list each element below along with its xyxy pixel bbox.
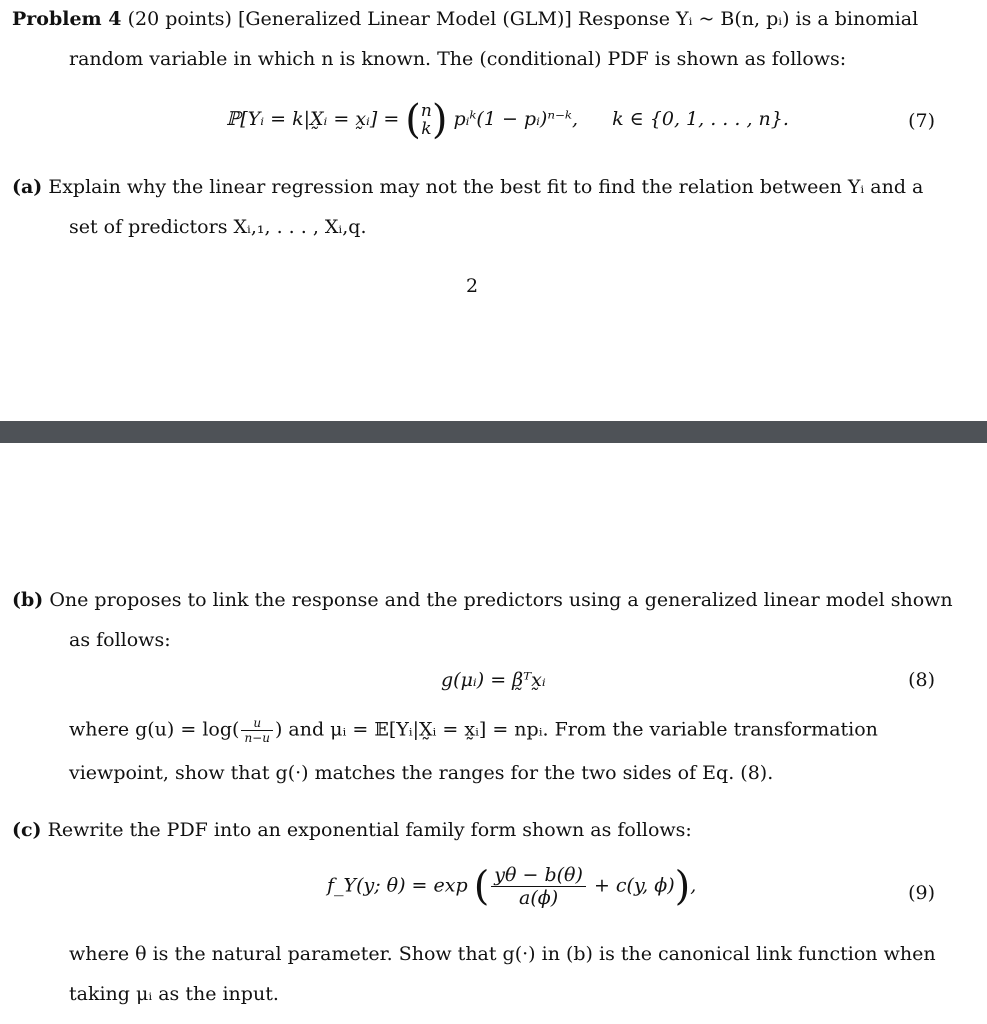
eq9-number: (9)	[908, 882, 935, 904]
eq7-rhs: pᵢᵏ(1 − pᵢ)ⁿ⁻ᵏ,	[453, 108, 579, 130]
equation-8: g(μᵢ) = β̰ᵀx̰ᵢ	[441, 669, 546, 691]
g-fraction: $\frac{u}{n-u}$	[241, 716, 273, 745]
page-number: 2	[466, 275, 479, 297]
eq9-lhs: f_Y(y; θ) = exp	[327, 874, 468, 897]
eq9-tail: + c(y, ϕ)	[593, 874, 675, 897]
equation-7: ℙ[Yᵢ = k|X̰ᵢ = x̰ᵢ] = (n k) pᵢᵏ(1 − pᵢ)ⁿ⁻ᵏ, k ∈ {0, 1, . . . , n}.	[226, 97, 789, 143]
page-divider	[0, 421, 987, 443]
eq7-binomial: n k	[420, 101, 432, 139]
eq7-domain: k ∈ {0, 1, . . . , n}.	[612, 108, 789, 130]
part-b-label: (b)	[12, 589, 44, 611]
part-b-line2: as follows:	[69, 629, 171, 651]
part-b-line4: viewpoint, show that g(·) matches the ranges for the two sides of Eq. (8).	[69, 762, 774, 784]
part-c-line3: taking μᵢ as the input.	[69, 983, 279, 1005]
part-c-label: (c)	[12, 819, 42, 841]
eq7-lhs: ℙ[Yᵢ = k|X̰ᵢ = x̰ᵢ] =	[226, 108, 400, 130]
problem-intro-rest: Response Yᵢ ~ B(n, pᵢ) is a binomial	[577, 8, 919, 30]
equation-9: f_Y(y; θ) = exp ( $\frac{y\theta - b(\theta)}{a(\phi)}$ + c(y, ϕ)),	[327, 863, 697, 910]
part-c-line1: (c) Rewrite the PDF into an exponential family form shown as follows:	[12, 819, 692, 841]
eq7-number: (7)	[908, 110, 935, 132]
problem-topic: [Generalized Linear Model (GLM)]	[237, 8, 572, 30]
eq8-number: (8)	[908, 669, 935, 691]
part-a-line1: (a) Explain why the linear regression may not the best fit to find the relation between Yᵢ and a	[12, 176, 924, 198]
part-b-line1: (b) One proposes to link the response and the predictors using a generalized linear model shown	[12, 589, 953, 611]
problem-heading: Problem 4	[12, 8, 122, 30]
part-a-line2: set of predictors Xᵢ,₁, . . . , Xᵢ,q.	[69, 216, 367, 238]
problem-points: (20 points)	[127, 8, 232, 30]
problem-intro-line2: random variable in which n is known. The (conditional) PDF is shown as follows:	[69, 48, 847, 70]
part-a-label: (a)	[12, 176, 43, 198]
problem-intro-line1	[12, 8, 918, 30]
part-c-line2: where θ is the natural parameter. Show that g(·) in (b) is the canonical link function when	[69, 943, 936, 965]
eq9-fraction: $\frac{y\theta - b(\theta)}{a(\phi)}$	[491, 864, 586, 909]
part-b-line3: where g(u) = log( $\frac{u}{n-u}$ ) and μᵢ = 𝔼[Yᵢ|X̰ᵢ = x̰ᵢ] = npᵢ. From the variable transformation	[69, 716, 878, 745]
